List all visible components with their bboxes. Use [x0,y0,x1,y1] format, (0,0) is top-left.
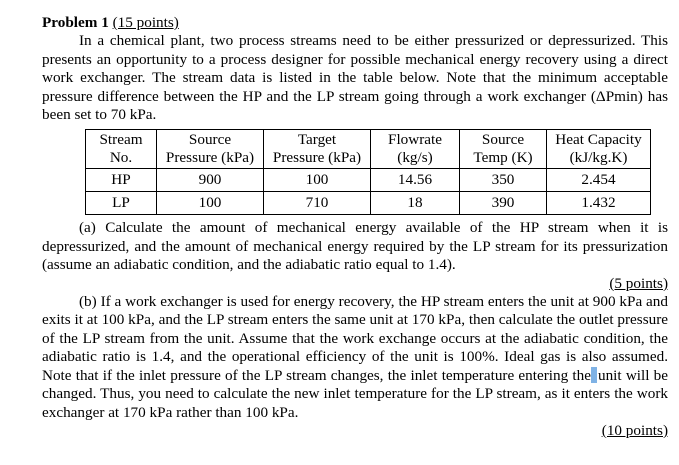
stream-data-table [85,129,651,215]
header-source-temp: Source Temp (K) [460,130,547,169]
header-target-pressure: Target Pressure (kPa) [264,130,371,169]
problem-title: Problem 1 [42,14,109,31]
problem-points: (15 points) [112,14,179,31]
problem-heading [42,14,668,32]
cell-flowrate: 14.56 [371,169,460,192]
cell-stream: LP [86,192,157,215]
header-heat-capacity: Heat Capacity (kJ/kg.K) [547,130,651,169]
header-stream-no: Stream No. [86,130,157,169]
part-a-points: (5 points) [609,274,668,292]
header-source-pressure: Source Pressure (kPa) [157,130,264,169]
cell-target-pressure: 100 [264,169,371,192]
cell-stream: HP [86,169,157,192]
cell-source-temp: 350 [460,169,547,192]
part-b-text [42,293,668,422]
header-flowrate: Flowrate (kg/s) [371,130,460,169]
part-b-text-start: (b) If a work exchanger is used for energy recovery, the HP stream enters the unit at 900 kPa and exits it at 100 kPa, and the LP stream enters the same unit at 170 kPa, then calculate the outlet pressure of the LP stream from the unit. Assume that the work exchange occurs at the adiabatic condition, the adiabatic ratio is 1.4, and the operational efficiency of the unit is 100%. Ideal gas is also assumed. Note that if the inlet pressure of the LP stream changes, the inlet temperature entering the [42,293,668,384]
table-header-row [86,130,651,169]
cell-heat-capacity: 1.432 [547,192,651,215]
part-b-points: (10 points) [601,421,668,439]
cell-target-pressure: 710 [264,192,371,215]
problem-intro: In a chemical plant, two process streams need to be either pressurized or depressurized. This presents an opportunity to a process designer for possible mechanical energy recovery using a direct work exchanger. The stream data is listed in the table below. Note that the minimum acceptable pressure difference between the HP and the LP stream going through a work exchanger (ΔPmin) has been set to 70 kPa. [42,32,668,124]
part-a-text: (a) Calculate the amount of mechanical energy available of the HP stream when it is depressurized, and the amount of mechanical energy required by the LP stream for its pressurization (assume an adiabatic condition, and the adiabatic ratio equal to 1.4). [42,219,668,274]
table-row [86,169,651,192]
cell-source-pressure: 100 [157,192,264,215]
table-row [86,192,651,215]
cell-source-pressure: 900 [157,169,264,192]
text-cursor[interactable] [591,367,597,383]
document-page [42,14,668,440]
cell-heat-capacity: 2.454 [547,169,651,192]
part-b-text-end: unit will be changed. Thus, you need to calculate the new inlet temperature for the LP stream, as it enters the work exchanger at 170 kPa rather than 100 kPa. [42,366,668,421]
cell-source-temp: 390 [460,192,547,215]
cell-flowrate: 18 [371,192,460,215]
